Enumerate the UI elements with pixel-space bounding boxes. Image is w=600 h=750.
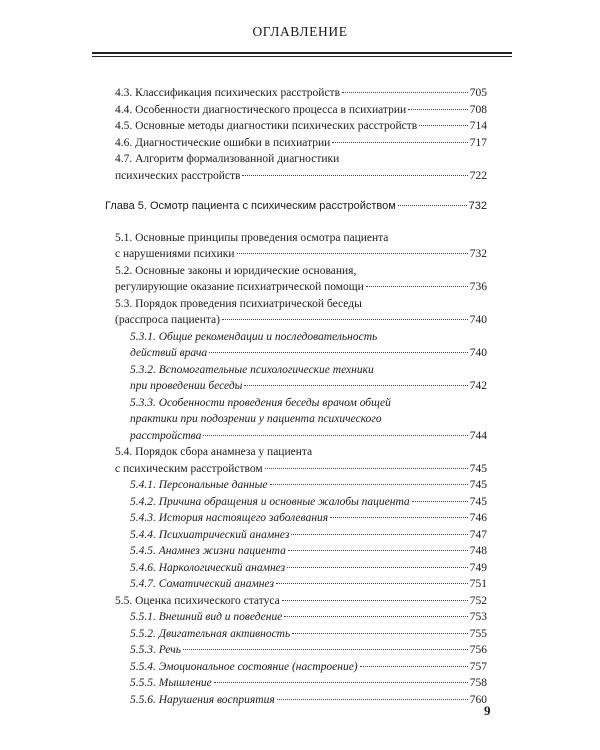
toc-entry-title-line: практики при подозрении у пациента психического: [130, 413, 382, 425]
toc-leader-dots: [332, 142, 467, 143]
toc-entry-page: 748: [469, 545, 487, 557]
toc-entry-title: 4.4. Особенности диагностического процесса в психиатрии: [115, 103, 407, 116]
header-rule-thin: [92, 56, 512, 57]
toc-entry-page: 753: [469, 611, 487, 623]
toc-entry-page: 757: [469, 660, 487, 673]
toc-entry-row: [130, 692, 487, 709]
toc-entry-page: 752: [469, 594, 487, 607]
toc-entry-row: [130, 510, 487, 527]
page-number: 9: [484, 703, 491, 718]
toc-entry-page: 751: [469, 578, 487, 590]
toc-entry-title: 5.5.2. Двигательная активность: [130, 627, 291, 640]
toc-leader-dots: [244, 385, 467, 386]
toc-entry-row: [130, 378, 487, 395]
toc-leader-dots: [412, 501, 468, 502]
toc-leader-dots: [277, 699, 468, 700]
toc-entry: [115, 118, 487, 135]
toc-leader-dots: [209, 352, 468, 353]
toc-entry-title: 4.5. Основные методы диагностики психических расстройств: [115, 120, 418, 132]
toc-leader-dots: [292, 633, 468, 634]
spacer: [0, 184, 600, 198]
toc-entry-title: 5.4.5. Анамнез жизни пациента: [130, 545, 286, 557]
toc-leader-dots: [270, 484, 468, 485]
toc-entry-page: 756: [469, 644, 487, 656]
toc-entry-row: [130, 609, 487, 626]
toc-leader-dots: [360, 666, 468, 667]
toc-entry-title-lines: [130, 395, 487, 428]
toc-entry-row: [130, 428, 487, 445]
toc-entry-row: [105, 198, 487, 215]
toc-entry: [115, 444, 487, 477]
toc-entry: [115, 135, 487, 152]
page-header-title: ОГЛАВЛЕНИЕ: [252, 24, 348, 39]
toc-leader-dots: [183, 649, 468, 650]
toc-entry: [115, 296, 487, 329]
toc-leader-dots: [222, 319, 468, 320]
toc-entry: [130, 527, 487, 544]
toc-entry-row: [115, 593, 487, 610]
toc-entry-title: с нарушениями психики: [115, 248, 235, 260]
toc-entry-title-line: 4.7. Алгоритм формализованной диагностики: [115, 153, 340, 165]
toc-entry-title-line: 5.3. Порядок проведения психиатрической беседы: [115, 297, 362, 310]
toc-entry-title: психических расстройств: [115, 169, 241, 182]
toc-leader-dots: [276, 583, 468, 584]
toc-leader-dots: [288, 550, 468, 551]
toc-entry: [115, 102, 487, 119]
toc-entry-row: [130, 576, 487, 593]
toc-entry: [105, 198, 487, 215]
toc-entry-title: 4.3. Классификация психических расстройств: [115, 87, 341, 99]
toc-entry-page: 745: [469, 479, 487, 491]
toc-entry-title: 4.6. Диагностические ошибки в психиатрии: [115, 136, 331, 149]
toc-entry-title: 5.5. Оценка психического статуса: [115, 594, 280, 607]
toc-entry-page: 740: [469, 347, 487, 359]
toc-entry-title: 5.4.7. Соматический анамнез: [130, 578, 274, 590]
toc-leader-dots: [237, 253, 468, 254]
toc-entry-page: 714: [469, 120, 487, 132]
toc-entry-row: [115, 135, 487, 152]
toc-entry-row: [130, 675, 487, 692]
toc-entry-title: 5.5.1. Внешний вид и поведение: [130, 611, 283, 623]
toc-entry: [130, 510, 487, 527]
toc-entry-page: 732: [468, 200, 487, 212]
toc-entry-title-line: 5.2. Основные законы и юридические основания,: [115, 264, 357, 277]
toc-leader-dots: [282, 600, 468, 601]
toc-entry: [130, 395, 487, 445]
toc-entry-title-line: 5.3.2. Вспомогательные психологические техники: [130, 363, 374, 376]
toc-entry-row: [130, 560, 487, 577]
toc-leader-dots: [366, 286, 468, 287]
toc-entry-title: 5.5.4. Эмоциональное состояние (настроение): [130, 660, 358, 673]
toc-entry-row: [115, 102, 487, 119]
toc-entry-title: 5.5.5. Мышление: [130, 677, 212, 689]
toc-entry: [130, 494, 487, 511]
toc-entry-page: 745: [469, 462, 487, 475]
toc-entry: [115, 263, 487, 296]
toc-entry: [130, 659, 487, 676]
toc-entry-row: [130, 659, 487, 676]
toc-entry-row: [130, 494, 487, 511]
toc-entry-row: [115, 85, 487, 102]
toc-entry-title-line: 5.3.3. Особенности проведения беседы врачом общей: [130, 396, 391, 409]
toc-leader-dots: [284, 616, 467, 617]
toc-entry-row: [115, 246, 487, 263]
toc-entry-title: 5.4.2. Причина обращения и основные жалобы пациента: [130, 495, 410, 508]
toc-entry-title: 5.5.3. Речь: [130, 644, 182, 656]
toc-entry: [130, 329, 487, 362]
toc-entry-row: [115, 461, 487, 478]
header-rule-thick: [92, 52, 512, 54]
toc-entry: [130, 675, 487, 692]
toc-leader-dots: [287, 567, 468, 568]
toc-leader-dots: [419, 125, 468, 126]
toc-entry-row: [115, 279, 487, 296]
toc-entry-row: [130, 477, 487, 494]
toc-entry-page: 742: [469, 380, 487, 392]
toc-leader-dots: [214, 682, 468, 683]
toc-entry-page: 722: [469, 169, 487, 182]
toc-entry-row: [115, 168, 487, 185]
toc-entry-title: Глава 5. Осмотр пациента с психическим расстройством: [105, 200, 396, 212]
toc-entry: [130, 609, 487, 626]
toc-entry-title: расстройства: [130, 429, 202, 442]
toc-leader-dots: [265, 468, 468, 469]
toc-entry-title: с психическим расстройством: [115, 462, 263, 475]
toc-entry-title-line: 5.3.1. Общие рекомендации и последовательность: [130, 330, 378, 343]
toc-leader-dots: [330, 517, 468, 518]
toc-entry-title: 5.4.4. Психиатрический анамнез: [130, 528, 290, 541]
toc-entry-page: 758: [469, 677, 487, 689]
toc-entry-page: 745: [469, 495, 487, 508]
toc-entry-row: [130, 345, 487, 362]
toc-leader-dots: [342, 92, 468, 93]
toc-entry: [130, 477, 487, 494]
toc-entry-page: 749: [469, 561, 487, 574]
toc-entry: [115, 85, 487, 102]
toc-entry-title-line: 5.4. Порядок сбора анамнеза у пациента: [115, 446, 313, 458]
toc-entry-title: 5.5.6. Нарушения восприятия: [130, 693, 275, 706]
toc-entry-title: действий врача: [130, 347, 208, 359]
toc-entry-page: 744: [469, 429, 487, 442]
toc-entry-row: [115, 118, 487, 135]
toc-entry-title: 5.4.6. Наркологический анамнез: [130, 561, 286, 574]
toc-entry-page: 732: [469, 248, 487, 260]
table-of-contents: [0, 85, 600, 708]
toc-entry: [130, 692, 487, 709]
toc-entry-title: (расспроса пациента): [115, 314, 220, 326]
toc-entry-page: 705: [469, 87, 487, 99]
toc-entry-page: 760: [469, 693, 487, 706]
spacer: [0, 215, 600, 230]
toc-entry-title-line: 5.1. Основные принципы проведения осмотра пациента: [115, 231, 389, 244]
toc-leader-dots: [408, 109, 468, 110]
toc-leader-dots: [398, 205, 467, 206]
toc-entry: [130, 642, 487, 659]
toc-entry-row: [130, 543, 487, 560]
toc-entry-page: 736: [469, 281, 487, 293]
toc-entry: [130, 543, 487, 560]
toc-entry-page: 746: [469, 512, 487, 524]
toc-entry-title: регулирующие оказание психиатрической помощи: [115, 281, 364, 293]
toc-entry-page: 755: [469, 627, 487, 640]
toc-entry: [115, 593, 487, 610]
toc-entry-page: 747: [469, 528, 487, 541]
toc-entry-row: [130, 642, 487, 659]
toc-entry: [130, 626, 487, 643]
toc-entry-page: 717: [469, 136, 487, 149]
toc-entry: [115, 151, 487, 184]
toc-leader-dots: [242, 175, 467, 176]
toc-entry-page: 708: [469, 103, 487, 116]
toc-leader-dots: [291, 534, 467, 535]
toc-entry-row: [130, 527, 487, 544]
toc-entry: [130, 362, 487, 395]
toc-entry: [115, 230, 487, 263]
toc-entry-row: [115, 312, 487, 329]
toc-entry: [130, 560, 487, 577]
toc-leader-dots: [203, 435, 467, 436]
toc-entry-row: [130, 626, 487, 643]
toc-entry-title: при проведении беседы: [130, 380, 243, 392]
toc-entry-title: 5.4.3. История настоящего заболевания: [130, 512, 329, 524]
toc-entry-title: 5.4.1. Персональные данные: [130, 479, 268, 491]
toc-entry: [130, 576, 487, 593]
toc-entry-page: 740: [469, 314, 487, 326]
